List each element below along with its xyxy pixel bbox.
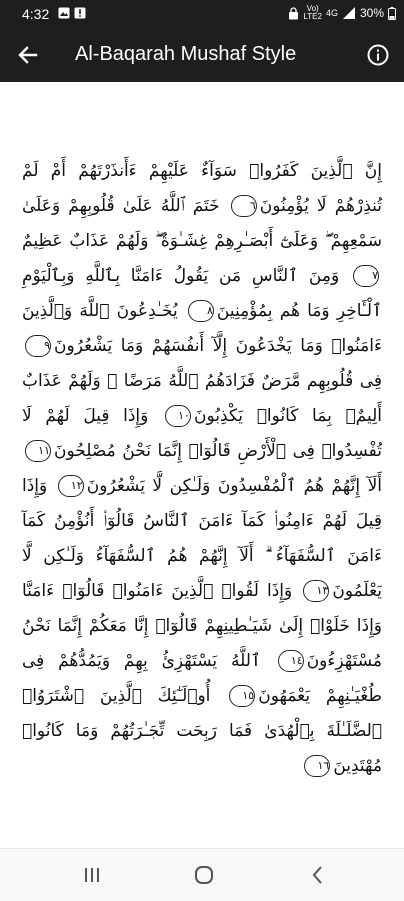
network-label (303, 5, 322, 21)
verse-12 (55, 476, 382, 496)
lock-icon (288, 7, 299, 20)
verse-number-marker: ٦ (231, 195, 257, 217)
verse-text: أُو۟لَـٰٓئِكَ ٱلَّذِينَ ٱشْتَرَوُا۟ ٱلضَّلَـٰلَةَ بِٱلْهُدَىٰ فَمَا رَبِحَت تِّجَـٰرَتُهُمْ وَمَا كَانُوا۟ مُهْتَدِينَ (22, 686, 382, 776)
verse-text: وَإِذَا قِيلَ لَهُمْ لَا تُفْسِدُوا۟ فِى ٱلْأَرْضِ قَالُوٓا۟ إِنَّمَا نَحْنُ مُصْلِحُونَ (22, 406, 382, 461)
battery-percent: 30% (359, 6, 384, 20)
verse-text: وَإِذَا قِيلَ لَهُمْ ءَامِنُوا۟ كَمَآ ءَامَنَ ٱلنَّاسُ قَالُوٓا۟ أَنُؤْمِنُ كَمَآ ءَامَنَ ٱلسُّفَهَآءُ ۗ أَلَآ إِنَّهُمْ هُمُ ٱلسُّفَهَآءُ وَلَـٰكِن لَّا يَعْلَمُونَ (22, 476, 383, 601)
verse-text-block (22, 154, 382, 784)
battery-icon (388, 7, 396, 20)
verse-text: فِى قُلُوبِهِم مَّرَضٌ فَزَادَهُمُ ٱللَّهُ مَرَضًا ۖ وَلَهُمْ عَذَابٌ أَلِيمٌۢ بِمَا كَانُوا۟ يَكْذِبُونَ (22, 371, 382, 426)
lte-label: LTE2 (303, 12, 322, 21)
system-status (288, 5, 396, 21)
verse-text: يُخَـٰدِعُونَ ٱللَّهَ وَٱلَّذِينَ ءَامَنُوا۟ وَمَا يَخْدَعُونَ إِلَّآ أَنفُسَهُمْ وَمَا يَشْعُرُونَ (22, 301, 382, 356)
verse-text: وَمِنَ ٱلنَّاسِ مَن يَقُولُ ءَامَنَّا بِٱللَّهِ وَبِٱلْيَوْمِ ٱلْـَٔاخِرِ وَمَا هُم بِمُؤْمِنِينَ (22, 266, 383, 321)
verse-text: وَإِذَا لَقُوا۟ ٱلَّذِينَ ءَامَنُوا۟ قَالُوٓا۟ ءَامَنَّا وَإِذَا خَلَوْا۟ إِلَىٰ شَيَـٰطِينِهِمْ قَالُوٓا۟ إِنَّا مَعَكُمْ إِنَّمَا نَحْنُ مُسْتَهْزِءُونَ (22, 581, 382, 671)
volte-label: Vo) (306, 4, 319, 13)
verse-text: خَتَمَ ٱللَّهُ عَلَىٰ قُلُوبِهِمْ وَعَلَىٰ سَمْعِهِمْ ۖ وَعَلَىٰٓ أَبْصَـٰرِهِمْ غِشَـٰوَةٌ ۖ وَلَهُمْ عَذَابٌ عَظِيمٌ (22, 196, 382, 251)
image-icon (58, 7, 70, 19)
signal-icon (342, 7, 356, 19)
signal-type-label: 4G (325, 8, 338, 18)
mushaf-page[interactable] (0, 82, 404, 848)
alert-icon (74, 7, 86, 19)
verse-number-marker: ٧ (353, 265, 379, 287)
verse-number-marker: ١٤ (278, 650, 304, 672)
info-icon[interactable] (366, 43, 390, 67)
verse-number-marker: ٩ (25, 335, 51, 357)
verse-text: ٱللَّهُ يَسْتَهْزِئُ بِهِمْ وَيَمُدُّهُمْ فِى طُغْيَـٰنِهِمْ يَعْمَهُونَ (22, 651, 382, 706)
app-bar (0, 28, 404, 82)
nav-back-icon[interactable] (306, 863, 330, 887)
verse-number-marker: ١٦ (304, 755, 330, 777)
verse-number-marker: ١٥ (229, 685, 255, 707)
verse-number-marker: ١٠ (165, 405, 191, 427)
verse-text: أَلَآ إِنَّهُمْ هُمُ ٱلْمُفْسِدُونَ وَلَـٰكِن لَّا يَشْعُرُونَ (86, 476, 382, 496)
recent-apps-icon[interactable] (80, 863, 104, 887)
verse-number-marker: ٨ (188, 300, 214, 322)
status-time: 4:32 (22, 6, 50, 22)
home-icon[interactable] (192, 863, 216, 887)
verse-text: إِنَّ ٱلَّذِينَ كَفَرُوا۟ سَوَآءٌ عَلَيْهِمْ ءَأَنذَرْتَهُمْ أَمْ لَمْ تُنذِرْهُمْ لَا يُؤْمِنُونَ (22, 161, 382, 216)
arrow-back-icon[interactable] (12, 39, 44, 71)
page-title: Al-Baqarah Mushaf Style (75, 43, 297, 65)
notification-icons (58, 7, 86, 19)
status-bar (0, 0, 404, 28)
verse-number-marker: ١٢ (58, 475, 84, 497)
system-nav-bar (0, 848, 404, 901)
verse-number-marker: ١١ (25, 440, 51, 462)
verse-number-marker: ١٣ (303, 580, 329, 602)
